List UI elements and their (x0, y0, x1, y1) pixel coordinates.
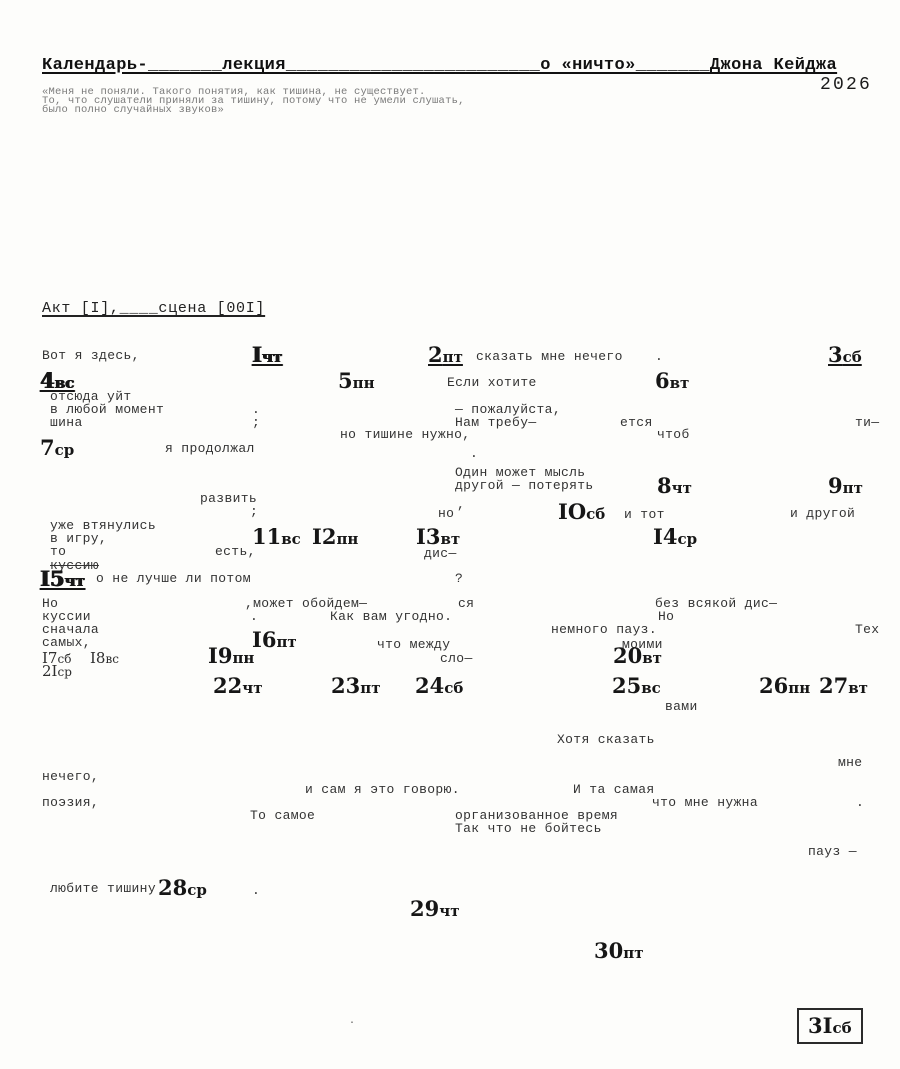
weekday-label: пн (336, 530, 359, 548)
weekday-label: сб (586, 505, 606, 523)
calendar-day-5 (338, 370, 375, 391)
day-number: I4 (653, 524, 678, 549)
day-number: I2 (312, 524, 337, 549)
weekday-label: чт (671, 479, 692, 497)
epigraph-quote-line-2: То, что слушатели приняли за тишину, потому что не умели слушать, (42, 95, 465, 107)
day-number: 26 (759, 673, 789, 698)
text-no-tishine-nuzhno: но тишине нужно, (340, 427, 471, 442)
day-number: 28 (158, 875, 188, 900)
day-number: 3I (808, 1013, 833, 1038)
day-number: I3 (416, 524, 441, 549)
weekday-label: чт (64, 572, 85, 590)
text-moimi: моими (622, 637, 663, 652)
day-number: 24 (415, 673, 445, 698)
text-i-drugoy: и другой (790, 506, 856, 521)
text-dis-1: дис— (424, 546, 457, 561)
day-number: I6 (252, 627, 277, 652)
text-no-1: но (438, 506, 455, 521)
calendar-day-30 (594, 940, 644, 961)
calendar-day-6 (655, 370, 689, 391)
text-otsyuda-uyt: отсюда уйт (50, 389, 132, 404)
epigraph-quote-line-3: было полно случайных звуков» (42, 104, 225, 116)
weekday-label: ср (677, 530, 698, 548)
text-comma-1: , (457, 497, 466, 512)
calendar-day-26 (759, 675, 810, 696)
text-i-sam-ya: и сам я это говорю. (305, 782, 460, 797)
text-chto-mezhdu: что между (377, 637, 451, 652)
text-khotya-skazat: Хотя сказать (557, 732, 655, 747)
text-skazat-mne-nechego: сказать мне нечего (476, 349, 623, 364)
day-number: IO (558, 499, 587, 524)
day-number: 2 (428, 342, 443, 367)
day-number: 3 (828, 342, 843, 367)
calendar-day-13 (416, 526, 460, 547)
calendar-day-27 (819, 675, 868, 696)
weekday-label: сб (842, 348, 862, 366)
weekday-label: вт (642, 649, 662, 667)
calendar-day-19 (208, 645, 254, 666)
text-kussiyu: куссию (50, 558, 99, 573)
weekday-label: вт (669, 374, 690, 392)
text-v-lyuboy-moment: в любой момент (50, 402, 165, 417)
text-period-1: . (655, 349, 664, 364)
weekday-label: чт (261, 348, 283, 366)
text-semicolon-2: ; (250, 504, 259, 519)
text-v-igru: в игру, (50, 531, 108, 546)
weekday-label: чт (242, 679, 263, 697)
weekday-label: чт (439, 902, 460, 920)
text-to: то (50, 544, 67, 559)
text-i-tot: и тот (624, 507, 665, 522)
text-ti: ти— (855, 415, 880, 430)
text-to-samoe: То самое (250, 808, 316, 823)
text-i-ta-samaya: И та самая (573, 782, 655, 797)
calendar-day-22 (213, 675, 263, 696)
text-period-5: . (856, 795, 865, 810)
text-esli-khotite: Если хотите (447, 375, 537, 390)
poster-title: Календарь-_______лекция________________________о «ничто»_______Джона Кейджа (42, 56, 838, 75)
text-organizovannoe-vremya: организованное время (455, 808, 619, 823)
text-etsya: ется (620, 415, 653, 430)
day-number: 20 (613, 643, 643, 668)
day-number: I7 (42, 649, 58, 667)
weekday-label: вт (848, 679, 868, 697)
calendar-day-1 (252, 344, 282, 365)
calendar-day-8 (657, 475, 692, 496)
weekday-label: пт (360, 679, 381, 697)
weekday-label: вс (105, 652, 119, 666)
text-lyubite-tishinu: любите тишину (50, 881, 156, 896)
day-number: I5 (40, 566, 65, 591)
day-number: 22 (213, 673, 243, 698)
weekday-label: пт (623, 944, 644, 962)
calendar-day-29 (410, 898, 460, 919)
text-period-6: . (252, 883, 261, 898)
text-nemnogo-pauz: немного пауз. (551, 622, 657, 637)
text-no-3: Но (658, 609, 675, 624)
text-tekh: Тех (855, 622, 880, 637)
day-number: 5 (338, 368, 353, 393)
text-tak-chto-ne-boytes: Так что не бойтесь (455, 821, 602, 836)
weekday-label: пн (232, 649, 255, 667)
text-period-2: . (252, 402, 261, 417)
epigraph-quote-line-1: «Меня не поняли. Такого понятия, как тишина, не существует. (42, 86, 426, 98)
text-period-3: . (470, 446, 479, 461)
calendar-day-23 (331, 675, 381, 696)
day-number: 9 (828, 473, 843, 498)
text-mozhet-oboydem: ,может обойдем— (245, 596, 368, 611)
weekday-label: пт (842, 479, 863, 497)
calendar-day-20 (613, 645, 662, 666)
calendar-day-11 (252, 526, 301, 547)
calendar-day-15 (40, 568, 85, 589)
weekday-label: сб (444, 679, 464, 697)
calendar-day-24 (415, 675, 463, 696)
calendar-day-25 (612, 675, 661, 696)
text-sya: ся (458, 596, 475, 611)
text-semicolon-1: ; (252, 415, 261, 430)
text-pozhaluysta: — пожалуйста, (455, 402, 561, 417)
day-number: 27 (819, 673, 849, 698)
text-no-2: Но (42, 596, 59, 611)
poster-year: 2026 (820, 75, 873, 95)
text-question: ? (455, 571, 464, 586)
weekday-label: пт (442, 348, 463, 366)
weekday-label: пт (276, 633, 297, 651)
weekday-label: сб (57, 652, 72, 666)
day-number: 11 (252, 524, 282, 549)
day-number: I8 (90, 649, 106, 667)
weekday-label: пн (352, 374, 375, 392)
calendar-day-10 (558, 501, 605, 522)
calendar-day-7 (40, 437, 74, 458)
text-nechego: нечего, (42, 769, 100, 784)
text-est: есть, (215, 544, 256, 559)
calendar-day-16 (252, 629, 297, 650)
day-number: I (252, 342, 262, 367)
weekday-label: вс (281, 530, 301, 548)
weekday-label: ср (57, 665, 72, 679)
weekday-label: вт (440, 530, 461, 548)
text-mne: мне (838, 755, 863, 770)
text-nam-trebu: Нам требу— (455, 415, 537, 430)
day-number: 29 (410, 896, 440, 921)
text-period-4: . (250, 609, 259, 624)
calendar-day-3 (828, 344, 862, 365)
text-shina: шина (50, 415, 83, 430)
text-bez-vsyakoy-dis: без всякой дис— (655, 596, 778, 611)
day-number: 7 (40, 435, 55, 460)
text-chto-mne-nuzhna: что мне нужна (652, 795, 758, 810)
calendar-day-31 (797, 1008, 863, 1044)
calendar-day-12 (312, 526, 358, 547)
text-vot-ya-zdes: Вот я здесь, (42, 348, 140, 363)
day-number: 25 (612, 673, 642, 698)
calendar-day-28 (158, 877, 207, 898)
text-poeziya: поэзия, (42, 795, 100, 810)
weekday-label: вс (641, 679, 661, 697)
text-ya-prodolzhal: я продолжал (165, 441, 255, 456)
text-pauz: пауз — (808, 844, 857, 859)
text-samykh: самых, (42, 635, 91, 650)
text-slo: сло— (440, 651, 473, 666)
day-number: 6 (655, 368, 670, 393)
calendar-day-14 (653, 526, 697, 547)
day-number: 4 (40, 368, 55, 393)
day-number: 23 (331, 673, 361, 698)
text-chtob: чтоб (657, 427, 690, 442)
weekday-label: пн (788, 679, 811, 697)
day-number: 30 (594, 938, 624, 963)
text-kussii: куссии (42, 609, 91, 624)
text-drugoy-poteryat: другой — потерять (455, 478, 594, 493)
text-razvit: развить (200, 491, 258, 506)
weekday-label: ср (187, 881, 207, 899)
weekday-label: вс (54, 374, 75, 392)
day-number: 2I (42, 662, 58, 680)
text-dot-small: . (349, 1016, 356, 1027)
day-number: 8 (657, 473, 672, 498)
calendar-day-18 (90, 650, 119, 666)
text-kak-vam-ugodno: Как вам угодно. (330, 609, 453, 624)
text-odin-mozhet-mysl: Один может мысль (455, 465, 586, 480)
text-vami: вами (665, 699, 698, 714)
act-scene-heading: Акт [I],____сцена [00I] (42, 300, 266, 317)
calendar-day-9 (828, 475, 863, 496)
day-number: I9 (208, 643, 233, 668)
text-uzhe-vtyanulis: уже втянулись (50, 518, 156, 533)
text-snachala: сначала (42, 622, 100, 637)
calendar-day-4 (40, 370, 74, 391)
calendar-day-2 (428, 344, 463, 365)
weekday-label: ср (54, 441, 75, 459)
calendar-day-21 (42, 663, 72, 679)
text-no-ne-luchshe: о не лучше ли потом (96, 571, 251, 586)
weekday-label: сб (832, 1019, 852, 1037)
